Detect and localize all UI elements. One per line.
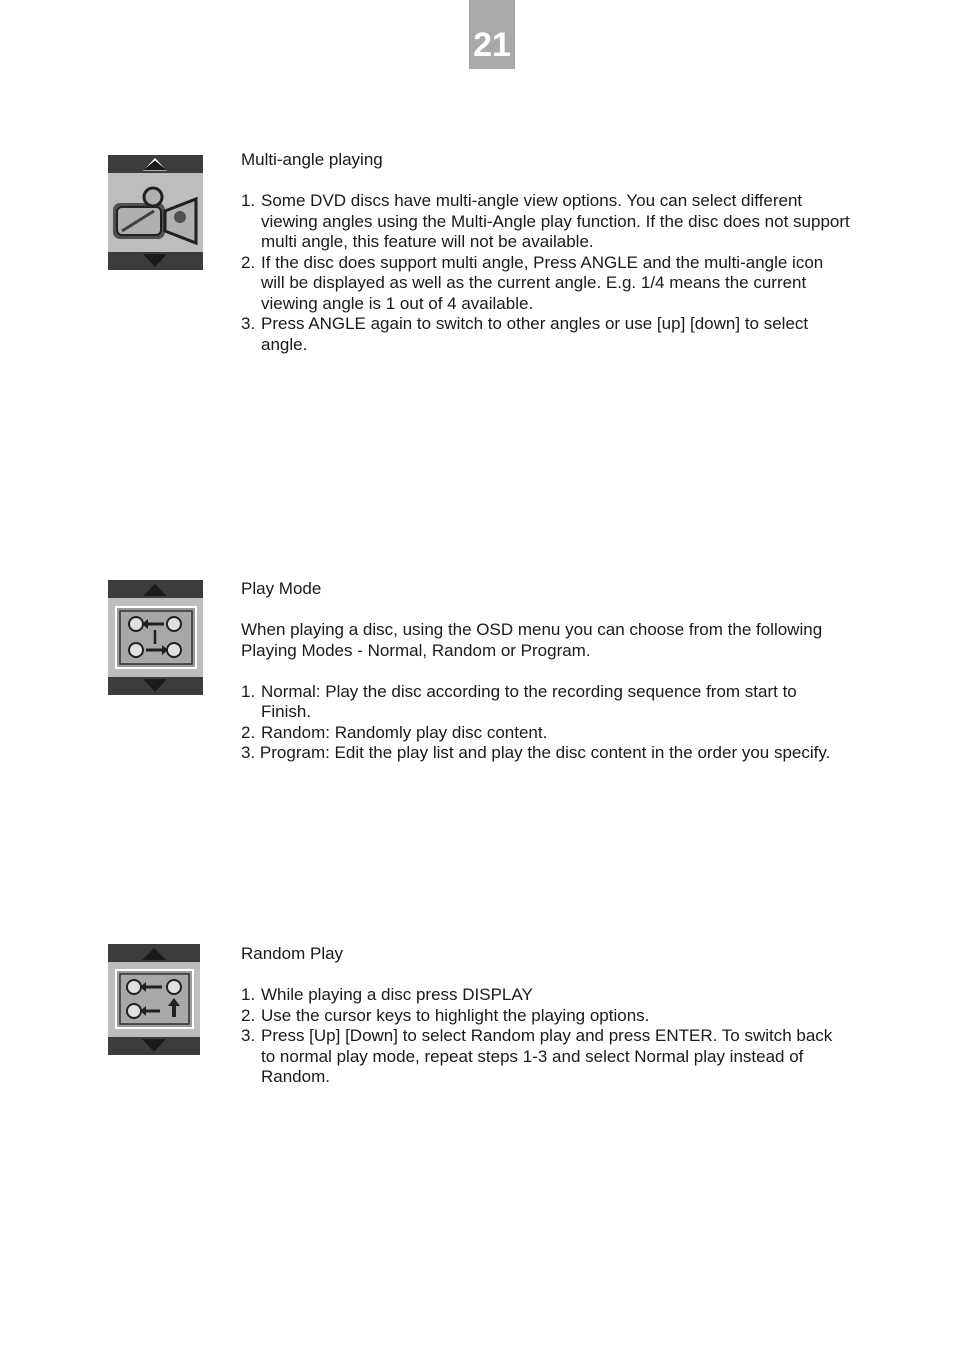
- list-item: 1. While playing a disc press DISPLAY: [241, 985, 533, 1004]
- list-item: 1. Some DVD discs have multi-angle view options. You can select different viewing angles using the Multi-Angle play function. If the disc does not support multi angle, this feature will not be available.: [241, 191, 850, 251]
- list-item: 1. Normal: Play the disc according to the recording sequence from start to Finish.: [241, 681, 797, 721]
- camera-angle-icon: [108, 155, 203, 270]
- section-title: Multi-angle playing: [241, 150, 383, 169]
- section-title: Play Mode: [241, 579, 322, 598]
- list-item: 3. Press ANGLE again to switch to other angles or use [up] [down] to select angle.: [241, 314, 809, 354]
- section-title: Random Play: [241, 944, 344, 963]
- list-item: 2. Use the cursor keys to highlight the playing options.: [241, 1005, 650, 1025]
- page-number: 21: [469, 0, 515, 69]
- step-list: [241, 743, 851, 764]
- list-item: 3. Program: Edit the play list and play the disc content in the order you specify.: [241, 743, 831, 762]
- list-item: 2. Random: Randomly play disc content.: [241, 722, 548, 742]
- section-intro: When playing a disc, using the OSD menu you can choose from the following Playing Modes - Normal, Random or Program.: [241, 620, 823, 660]
- step-list: [241, 985, 851, 1088]
- random-play-icon: [108, 944, 200, 1055]
- play-mode-icon: [108, 580, 203, 695]
- list-item: 3. Press [Up] [Down] to select Random play and press ENTER. To switch back to normal play mode, repeat steps 1-3 and select Normal play instead of Random.: [241, 1026, 833, 1086]
- list-item: 2. If the disc does support multi angle, Press ANGLE and the multi-angle icon will be displayed as well as the current angle. E.g. 1/4 means the current viewing angle is 1 out of 4 available.: [241, 252, 824, 313]
- step-list: [241, 682, 851, 744]
- step-list: [241, 191, 851, 355]
